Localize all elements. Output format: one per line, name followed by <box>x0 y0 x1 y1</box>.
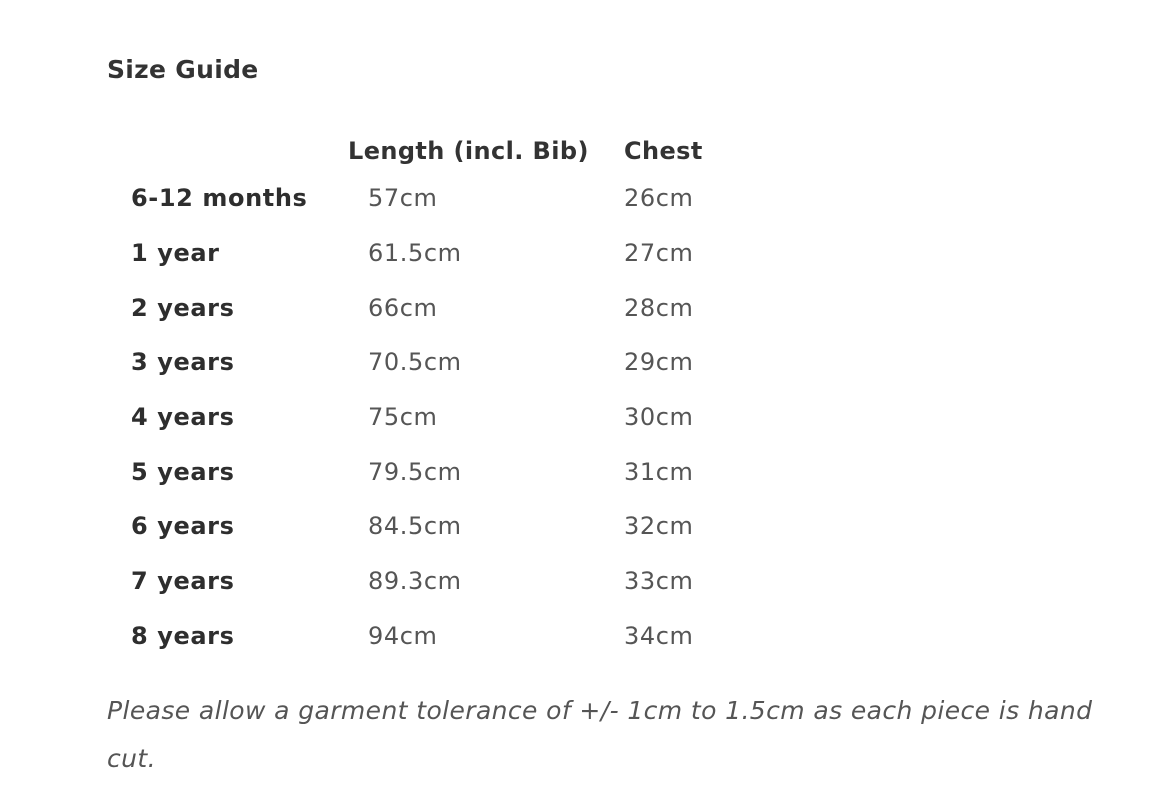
page-title: Size Guide <box>107 55 259 84</box>
chest-cell: 28cm <box>624 293 694 322</box>
table-row <box>107 390 744 445</box>
size-cell: 2 years <box>131 293 235 322</box>
table-row <box>107 226 744 281</box>
size-cell: 5 years <box>131 457 235 486</box>
chest-cell: 32cm <box>624 512 694 541</box>
table-row <box>107 609 744 664</box>
table-body <box>107 171 744 663</box>
size-cell: 6-12 months <box>131 184 308 213</box>
table-row <box>107 335 744 390</box>
chest-cell: 26cm <box>624 184 694 213</box>
chest-cell: 29cm <box>624 348 694 377</box>
table-row <box>107 499 744 554</box>
length-cell: 84.5cm <box>368 512 462 541</box>
size-cell: 4 years <box>131 403 235 432</box>
table-row <box>107 171 744 226</box>
table-header <box>107 131 744 171</box>
header-chest: Chest <box>624 137 703 165</box>
header-length: Length (incl. Bib) <box>348 137 589 165</box>
chest-cell: 30cm <box>624 403 694 432</box>
size-table <box>107 131 744 663</box>
length-cell: 79.5cm <box>368 457 462 486</box>
chest-cell: 33cm <box>624 567 694 596</box>
header-size <box>107 131 348 171</box>
table-row <box>107 554 744 609</box>
length-cell: 70.5cm <box>368 348 462 377</box>
length-cell: 61.5cm <box>368 239 462 268</box>
size-guide-section <box>107 52 1137 783</box>
length-cell: 75cm <box>368 403 438 432</box>
table-header-row <box>107 131 744 171</box>
chest-cell: 34cm <box>624 621 694 650</box>
length-cell: 89.3cm <box>368 567 462 596</box>
size-cell: 7 years <box>131 567 235 596</box>
table-row <box>107 444 744 499</box>
length-cell: 66cm <box>368 293 438 322</box>
size-cell: 3 years <box>131 348 235 377</box>
table-row <box>107 280 744 335</box>
size-cell: 8 years <box>131 621 235 650</box>
size-cell: 1 year <box>131 239 220 268</box>
chest-cell: 31cm <box>624 457 694 486</box>
length-cell: 57cm <box>368 184 438 213</box>
length-cell: 94cm <box>368 621 438 650</box>
tolerance-note: Please allow a garment tolerance of +/- 1cm to 1.5cm as each piece is hand cut. <box>107 696 1093 774</box>
size-cell: 6 years <box>131 512 235 541</box>
chest-cell: 27cm <box>624 239 694 268</box>
